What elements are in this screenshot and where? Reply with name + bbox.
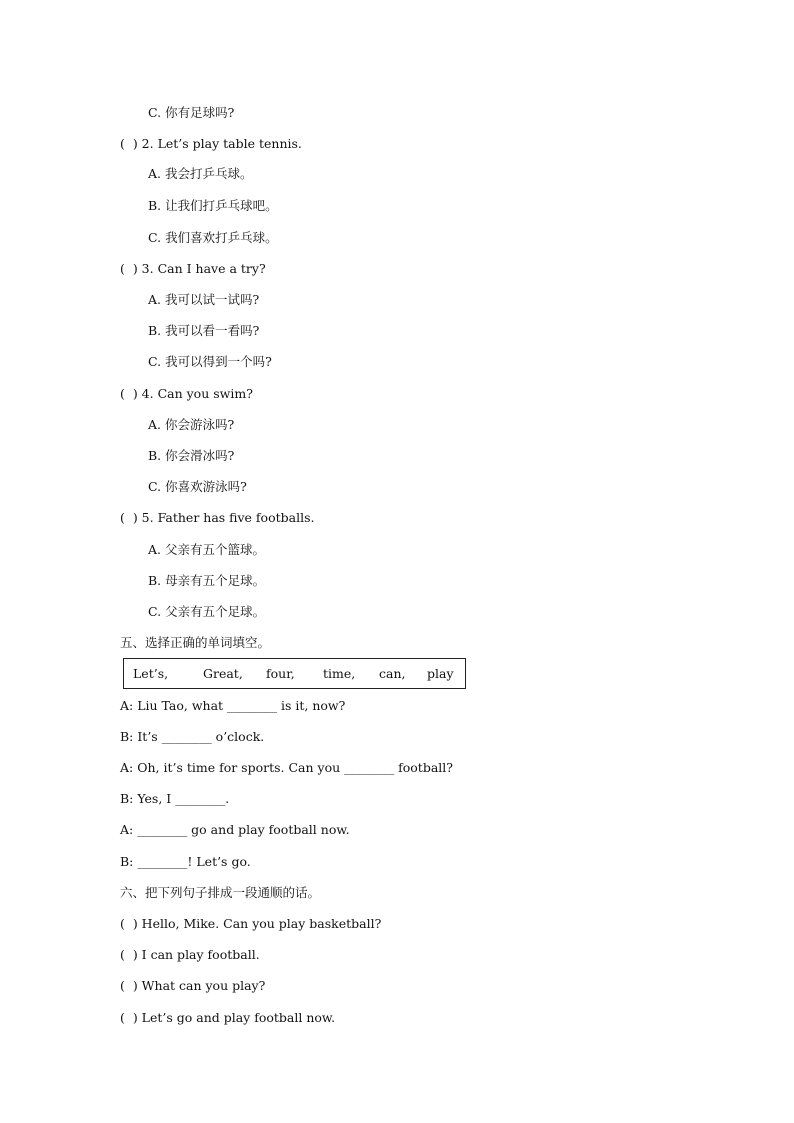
- q3-option-c: C. 我可以得到一个吗?: [148, 354, 272, 369]
- q5-option-b: B. 母亲有五个足球。: [148, 573, 266, 588]
- dialogue-line: A: Liu Tao, what ________ is it, now?: [120, 698, 346, 713]
- ordering-sentence: ( ) Let’s go and play football now.: [120, 1010, 336, 1025]
- q2-option-a: A. 我会打乒乓球。: [148, 166, 253, 181]
- word-bank-item: Great,: [203, 666, 243, 681]
- q5-option-a: A. 父亲有五个篮球。: [148, 542, 265, 557]
- q4-option-b: B. 你会滑冰吗?: [148, 448, 235, 463]
- q2-option-b: B. 让我们打乒乓球吧。: [148, 198, 278, 213]
- q3-option-a: A. 我可以试一试吗?: [148, 292, 260, 307]
- q2-prompt: ( ) 2. Let’s play table tennis.: [120, 136, 302, 151]
- ordering-sentence: ( ) Hello, Mike. Can you play basketball?: [120, 916, 382, 931]
- word-bank-item: time,: [323, 666, 356, 681]
- q3-option-b: B. 我可以看一看吗?: [148, 323, 260, 338]
- q5-option-c: C. 父亲有五个足球。: [148, 604, 266, 619]
- ordering-sentence: ( ) What can you play?: [120, 978, 266, 993]
- section5-heading: 五、选择正确的单词填空。: [120, 635, 271, 650]
- dialogue-line: B: It’s ________ o’clock.: [120, 729, 265, 744]
- q2-option-c: C. 我们喜欢打乒乓球。: [148, 230, 278, 245]
- q3-prompt: ( ) 3. Can I have a try?: [120, 261, 266, 276]
- q4-prompt: ( ) 4. Can you swim?: [120, 386, 253, 401]
- q1-option-c: C. 你有足球吗?: [148, 105, 235, 120]
- q4-option-a: A. 你会游泳吗?: [148, 417, 235, 432]
- word-bank-item: can,: [379, 666, 406, 681]
- word-bank-item: four,: [266, 666, 295, 681]
- dialogue-line: B: ________! Let’s go.: [120, 854, 251, 869]
- word-bank-item: play: [427, 666, 454, 681]
- dialogue-line: A: Oh, it’s time for sports. Can you ________ football?: [120, 760, 453, 775]
- section6-heading: 六、把下列句子排成一段通顺的话。: [120, 885, 321, 900]
- ordering-sentence: ( ) I can play football.: [120, 947, 260, 962]
- dialogue-line: A: ________ go and play football now.: [120, 822, 350, 837]
- dialogue-line: B: Yes, I ________.: [120, 791, 230, 806]
- word-bank-box: [123, 658, 466, 689]
- q4-option-c: C. 你喜欢游泳吗?: [148, 479, 247, 494]
- q5-prompt: ( ) 5. Father has five footballs.: [120, 510, 315, 525]
- word-bank-item: Let’s,: [133, 666, 169, 681]
